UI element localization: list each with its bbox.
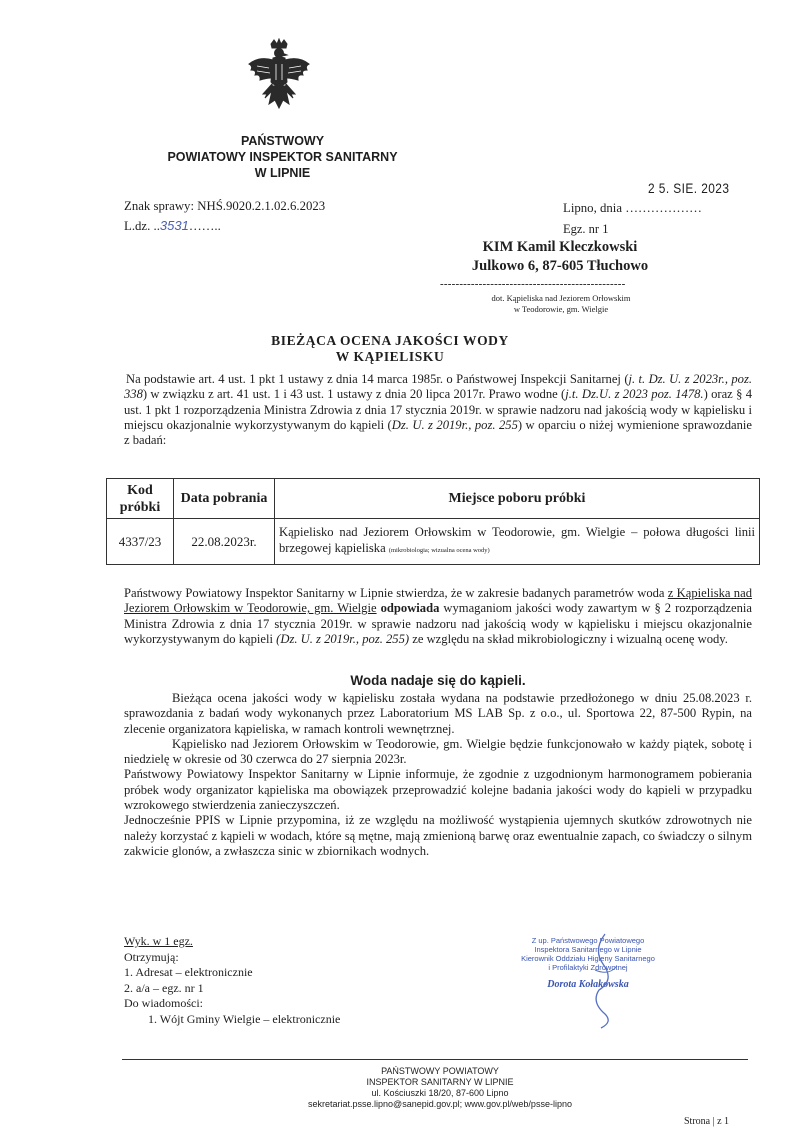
distribution-copies: Wyk. w 1 egz. <box>124 934 193 948</box>
assessment-location: z Kąpieliska nad Jeziorem Orłowskim w Teodorowie, gm. Wielgie <box>124 586 752 616</box>
intro-text-a: Na podstawie art. 4 ust. 1 pkt 1 ustawy z dnia 14 marca 1985r. o Państwowej Inspekcji Sanitarnej ( <box>126 372 629 386</box>
distribution-item-1: 1. Adresat – elektronicznie <box>124 965 253 979</box>
ldz-number: 3531 <box>159 218 189 233</box>
intro-citation-b: j.t. Dz.U. z 2023 poz. 1478. <box>565 387 704 402</box>
cell-date: 22.08.2023r. <box>174 519 275 565</box>
intro-paragraph <box>124 372 752 448</box>
eagle-emblem-icon <box>243 38 315 120</box>
distribution-cc-label: Do wiadomości: <box>124 996 203 1010</box>
distribution-cc-item-1: 1. Wójt Gminy Wielgie – elektronicznie <box>148 1011 341 1026</box>
assessment-text-a: Państwowy Powiatowy Inspektor Sanitarny w Lipnie stwierdza, że w zakresie badanych parametrów woda <box>124 586 668 600</box>
stamp-line-3: Kierownik Oddziału Higieny Sanitarnego <box>521 954 655 963</box>
institution-name <box>140 133 425 181</box>
footer-line-3: ul. Kościuszki 18/20, 87-600 Lipno <box>371 1088 509 1098</box>
assessment-text-b: wymaganiom jakości wody zawartym w § 2 rozporządzenia Ministra Zdrowia z dnia 17 stycznia 2019r. w sprawie nadzoru nad jakością wody w kąpielisku i miejscu okazjonalnie wykorzystywanym do kąpieli <box>124 601 752 646</box>
stamp-line-2: Inspektora Sanitarnego w Lipnie <box>534 945 642 954</box>
footer-line-2: INSPEKTOR SANITARNY W LIPNIE <box>366 1077 514 1087</box>
case-number: Znak sprawy: NHŚ.9020.2.1.02.6.2023 <box>124 199 326 213</box>
intro-text-d: ) w oparciu o niżej wymienione sprawozdanie z badań: <box>124 417 752 448</box>
cell-place <box>275 519 760 565</box>
regarding-line-1: dot. Kąpieliska nad Jeziorem Orłowskim <box>491 293 631 303</box>
stamp-signature: Dorota Kołakowska <box>547 979 629 990</box>
header-date: Data pobrania <box>174 479 275 519</box>
intro-text-b: ) w związku z art. 41 ust. 1 i 43 ust. 1 ustawy z dnia 20 lipca 2017r. Prawo wodne ( <box>142 387 566 402</box>
footer-line-4: sekretariat.psse.lipno@sanepid.gov.pl; www.gov.pl/web/psse-lipno <box>308 1099 572 1109</box>
copy-number: Egz. nr 1 <box>563 222 609 236</box>
institution-line-1: PAŃSTWOWY <box>240 134 325 148</box>
assessment-result: odpowiada <box>376 601 440 616</box>
assessment-paragraph <box>124 586 752 647</box>
intro-citation-a: j. t. Dz. U. z 2023r., poz. 338 <box>124 372 752 402</box>
stamp-line-4: i Profilaktyki Zdrowotnej <box>548 963 628 972</box>
place-date: Lipno, dnia ……………… <box>563 201 702 215</box>
footer <box>200 1066 680 1110</box>
intro-text-c: ) oraz § 4 ust. 1 pkt 1 rozporządzenia Ministra Zdrowia z dnia 17 stycznia 2019r. w sprawie nadzoru nad jakością wody w kąpielisku i miejscu okazjonalnie wykorzystywanym do kąpieli ( <box>124 387 752 432</box>
title-line-2: W KĄPIELISKU <box>335 349 445 364</box>
header-code: Kod próbki <box>107 479 174 519</box>
header-place: Miejsce poboru próbki <box>275 479 760 519</box>
signature-scribble-icon <box>585 930 625 1030</box>
footer-line-1: PAŃSTWOWY POWIATOWY <box>381 1066 499 1076</box>
intro-citation-c: Dz. U. z 2019r., poz. 255 <box>391 417 518 432</box>
paragraph-3: Państwowy Powiatowy Inspektor Sanitarny w Lipnie informuje, że zgodnie z uzgodnionym harmonogramem pobierania próbek wody organizator kąpieliska ma obowiązek przeprowadzić kolejne badania jakości wody do kąpieli w przypadku wzrokowego stwierdzenia zanieczyszczeń. <box>124 767 752 813</box>
paragraph-1: Bieżąca ocena jakości wody w kąpielisku została wydana na podstawie przedłożonego w dniu 25.08.2023 r. sprawozdania z badań wody wykonanych przez Laboratorium MS LAB Sp. z o.o., ul. Sportowa 22, 87-500 Rypin, na zlecenie organizatora kąpieliska, w ramach kontroli wewnętrznej. <box>124 691 752 736</box>
distribution-item-2: 2. a/a – egz. nr 1 <box>124 980 204 995</box>
verdict: Woda nadaje się do kąpieli. <box>350 673 526 688</box>
distribution-recipients-label: Otrzymują: <box>124 949 179 964</box>
ldz-dots: …….. <box>188 219 221 233</box>
paragraph-4: Jednocześnie PPIS w Lipnie przypomina, iż ze względu na możliwość wystąpienia ujemnych skutków zdrowotnych nie należy korzystać z kąpieli w wodach, które są mętne, mają zmienioną barwę oraz ewentualnie zapach, co świadczy o silnym zakwicie glonów, a zwłaszcza sinic w zbiornikach wodnych. <box>124 813 752 858</box>
page-number: Strona | z 1 <box>684 1116 730 1127</box>
addressee <box>455 238 665 276</box>
distribution-list <box>124 934 340 1027</box>
ldz-label: L.dz. .. <box>124 219 160 233</box>
cell-code: 4337/23 <box>107 519 174 565</box>
footer-divider <box>122 1059 748 1060</box>
regarding-line-2: w Teodorowie, gm. Wielgie <box>513 304 609 314</box>
cell-place-text: Kąpielisko nad Jeziorem Orłowskim w Teodorowie, gm. Wielgie – połowa długości linii brzegowej kąpieliska <box>279 525 755 555</box>
title-line-1: BIEŻĄCA OCENA JAKOŚCI WODY <box>271 333 509 348</box>
body-paragraphs <box>124 691 752 859</box>
stamp-line-1: Z up. Państwowego Powiatowego <box>531 936 645 945</box>
table-row <box>107 519 760 565</box>
paragraph-2: Kąpielisko nad Jeziorem Orłowskim w Teodorowie, gm. Wielgie będzie funkcjonowało w każdy piątek, sobotę i niedzielę w okresie od 30 czerwca do 27 sierpnia 2023r. <box>124 736 752 767</box>
institution-line-3: W LIPNIE <box>254 166 311 180</box>
addressee-name: KIM Kamil Kleczkowski <box>482 239 638 255</box>
regarding <box>442 293 680 315</box>
document-title <box>260 333 520 365</box>
addressee-address: Julkowo 6, 87-605 Tłuchowo <box>471 258 649 274</box>
table-header-row <box>107 479 760 519</box>
sample-table <box>106 478 760 565</box>
addressee-separator: ------------------------------------------------ <box>440 278 626 290</box>
assessment-citation: (Dz. U. z 2019r., poz. 255) <box>276 631 410 646</box>
date-stamp: 2 5. SIE. 2023 <box>648 180 730 196</box>
cell-place-note: (mikrobiologia; wizualna ocena wody) <box>388 547 490 554</box>
institution-line-2: POWIATOWY INSPEKTOR SANITARNY <box>167 150 398 164</box>
assessment-text-c: ze względu na skład mikrobiologiczny i wizualną ocenę wody. <box>409 631 728 646</box>
ldz-line <box>124 218 221 234</box>
